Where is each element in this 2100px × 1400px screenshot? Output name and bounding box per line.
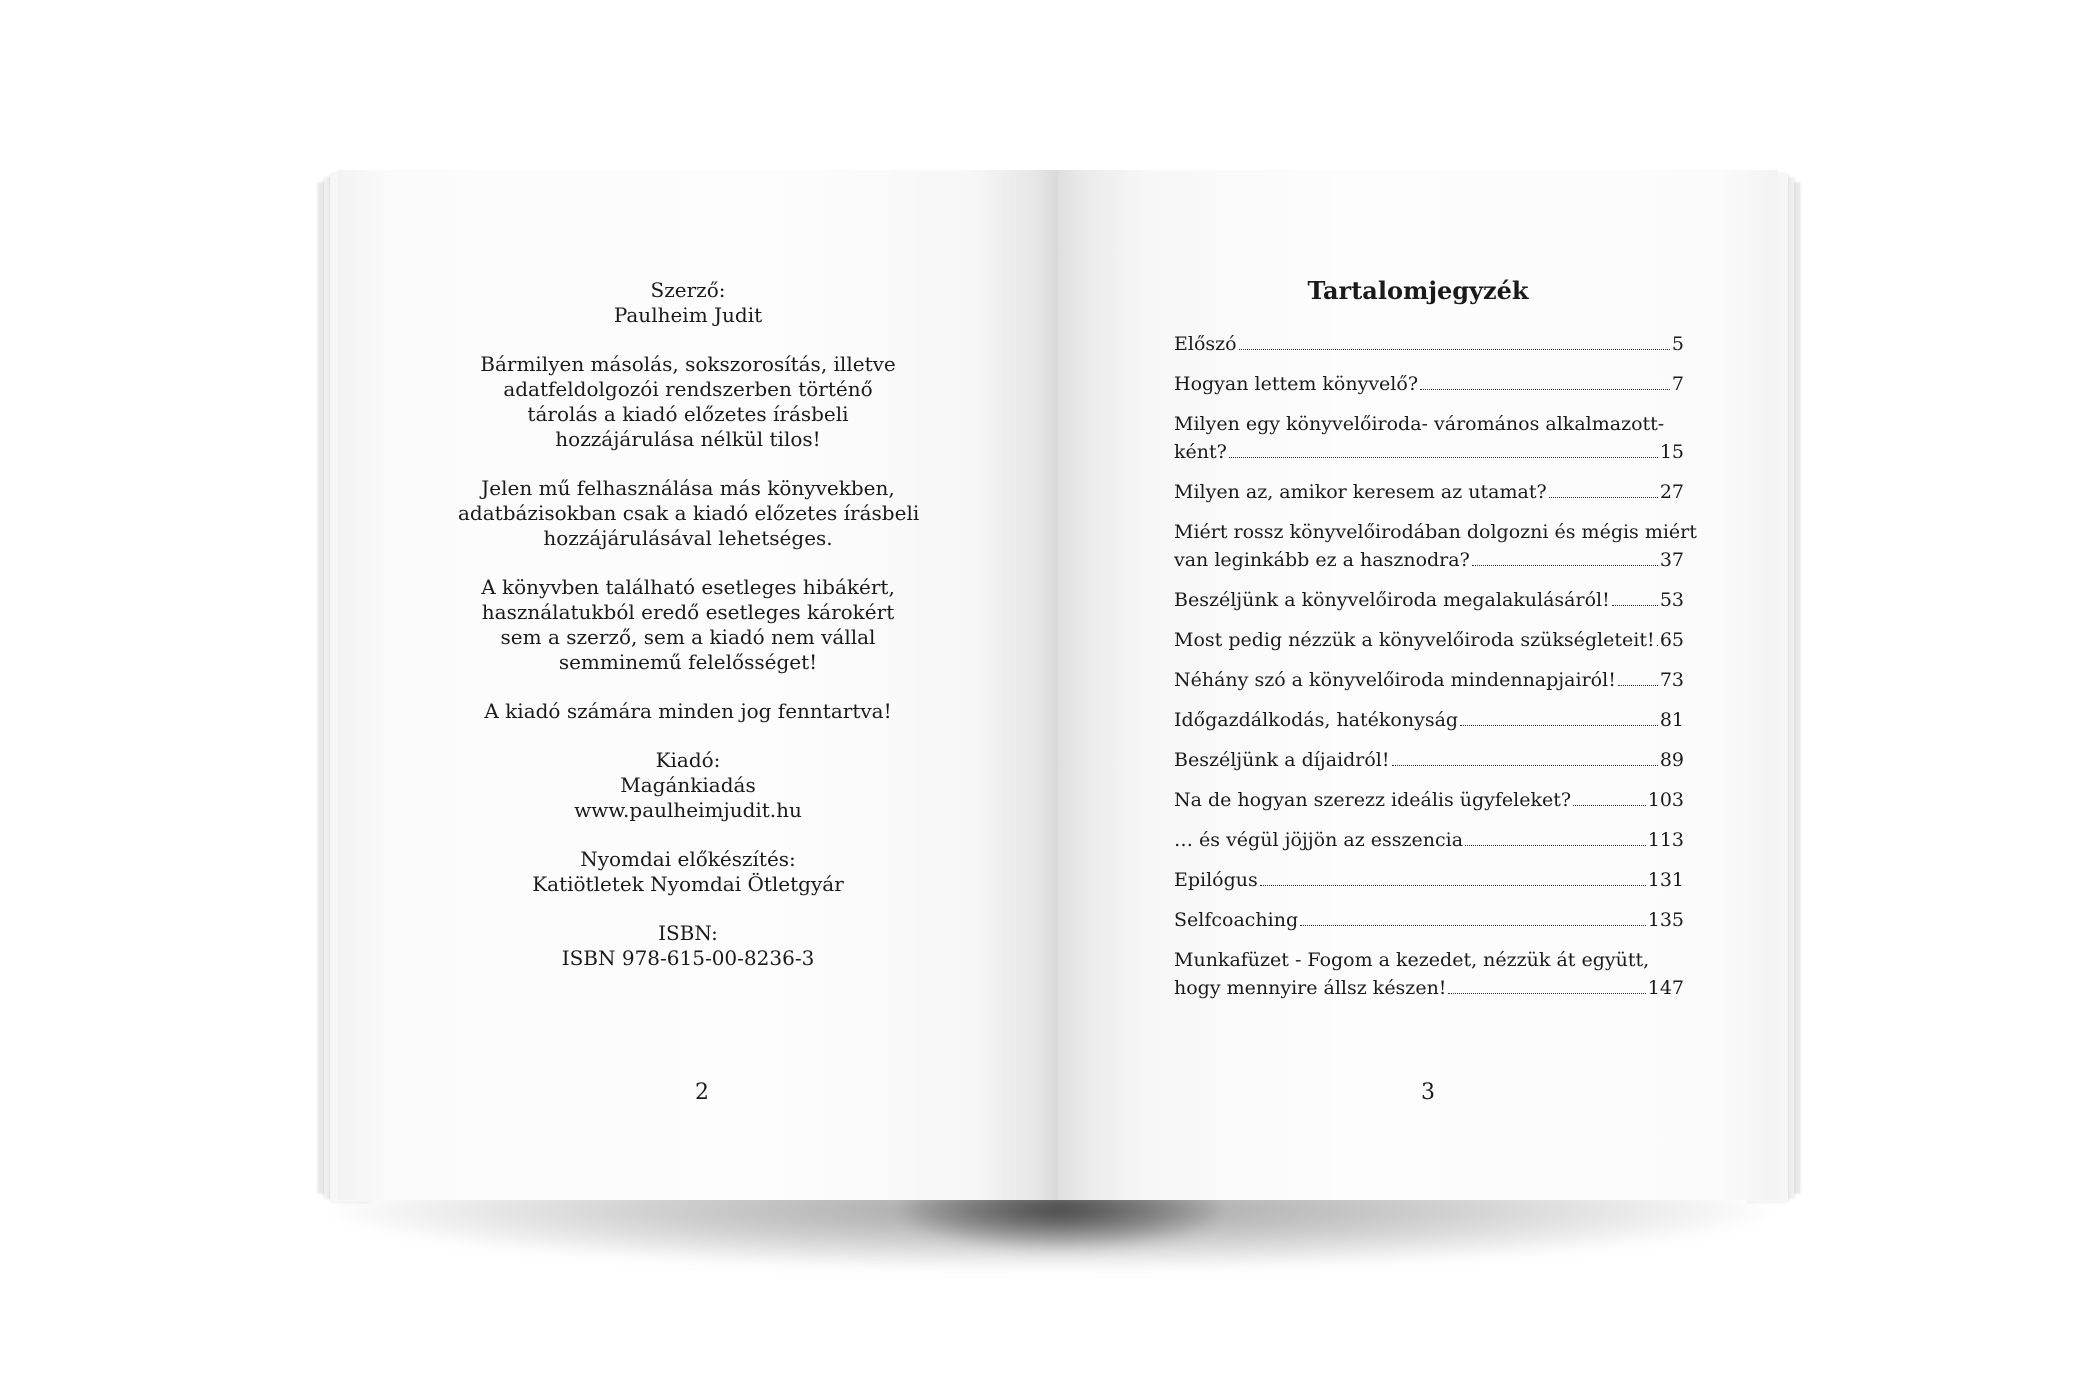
publisher-label: Kiadó: (655, 748, 721, 772)
toc-entry-line (1174, 866, 1684, 894)
toc-entry-line (1174, 586, 1684, 614)
toc-entry-line (1174, 746, 1684, 774)
page-number-left: 2 (695, 1080, 709, 1105)
toc-entry-page-number: 15 (1659, 441, 1684, 463)
isbn-label: ISBN: (658, 921, 718, 945)
copyright-notice-1 (458, 352, 918, 452)
toc-entry-title-line: Milyen egy könyvelőiroda- váromános alkalmazott- (1174, 413, 1665, 435)
prepress-label: Nyomdai előkészítés: (580, 847, 796, 871)
toc-entry-title: ként? (1174, 441, 1227, 463)
toc-leader-dots (1239, 348, 1670, 350)
toc-entry-page-number: 65 (1659, 629, 1684, 651)
toc-entry (1174, 666, 1684, 694)
toc-leader-dots (1549, 496, 1658, 498)
disclaimer-line: A könyvben található esetleges hibákért, (481, 575, 895, 599)
copyright-line: tárolás a kiadó előzetes írásbeli (527, 402, 849, 426)
author-label: Szerző: (650, 278, 726, 302)
toc-entry-title: Epilógus (1174, 869, 1258, 891)
toc-title: Tartalomjegyzék (1307, 276, 1529, 305)
toc-entry-line (1174, 330, 1684, 358)
toc-entry-page-number: 5 (1671, 333, 1684, 355)
toc-entry-title: Selfcoaching (1174, 909, 1299, 931)
toc-leader-dots (1612, 604, 1658, 606)
toc-entry (1174, 786, 1684, 814)
toc-leader-dots (1618, 684, 1658, 686)
prepress-name: Katiötletek Nyomdai Ötletgyár (532, 872, 844, 896)
colophon (458, 278, 918, 971)
toc-entry-page-number: 27 (1659, 481, 1684, 503)
author-name: Paulheim Judit (613, 303, 763, 327)
toc-entry-line (1174, 826, 1684, 854)
copyright-notice-2 (458, 476, 918, 551)
toc-entry-page-number: 73 (1659, 669, 1684, 691)
disclaimer-line: sem a szerző, sem a kiadó nem vállal (500, 625, 876, 649)
toc-entry-title: hogy mennyire állsz készen! (1174, 977, 1447, 999)
toc-entry-page-number: 113 (1647, 829, 1684, 851)
disclaimer-block (458, 575, 918, 675)
toc-entry (1174, 946, 1684, 1002)
toc-entry-title: Most pedig nézzük a könyvelőiroda szükségleteit! (1174, 629, 1655, 651)
toc-entry-line (1174, 626, 1684, 654)
copyright-line: Jelen mű felhasználása más könyvekben, (481, 476, 895, 500)
toc-entry-line (1174, 706, 1684, 734)
toc-entry-page-number: 89 (1659, 749, 1684, 771)
toc-entry (1174, 706, 1684, 734)
toc-entry-line (1174, 546, 1684, 574)
toc-entry-line (1174, 478, 1684, 506)
toc-leader-dots (1460, 724, 1658, 726)
toc-entry-page-number: 103 (1647, 789, 1684, 811)
toc-leader-dots (1260, 884, 1646, 886)
toc-entry-title: Beszéljünk a könyvelőiroda megalakulásáról! (1174, 589, 1610, 611)
toc-leader-dots (1448, 992, 1645, 994)
toc-entry (1174, 410, 1684, 466)
prepress-block (458, 847, 918, 897)
publisher-website: www.paulheimjudit.hu (574, 798, 802, 822)
toc-entry-title: Milyen az, amikor keresem az utamat? (1174, 481, 1547, 503)
rights-block (458, 699, 918, 724)
toc-entry-title: Néhány szó a könyvelőiroda mindennapjairól! (1174, 669, 1616, 691)
toc-entry-page-number: 7 (1671, 373, 1684, 395)
left-page (338, 170, 1058, 1200)
toc-entry-title: Időgazdálkodás, hatékonyság (1174, 709, 1459, 731)
disclaimer-line: használatukból eredő esetleges károkért (481, 600, 895, 624)
toc-entry-title: van leginkább ez a hasznodra? (1174, 549, 1470, 571)
toc-entry-line (1174, 666, 1684, 694)
isbn-block (458, 921, 918, 971)
toc-entry-title-line: Miért rossz könyvelőirodában dolgozni és mégis miért (1174, 521, 1697, 543)
toc-entry (1174, 746, 1684, 774)
toc-entry-page-number: 37 (1659, 549, 1684, 571)
toc-entry (1174, 370, 1684, 398)
toc-entry-page-number: 53 (1659, 589, 1684, 611)
copyright-line: hozzájárulásával lehetséges. (543, 526, 833, 550)
toc-entry-page-number: 147 (1647, 977, 1684, 999)
copyright-line: adatfeldolgozói rendszerben történő (503, 377, 873, 401)
toc-entry-line (1174, 786, 1684, 814)
toc-entry-line (1174, 974, 1684, 1002)
right-page (1058, 170, 1778, 1200)
copyright-line: adatbázisokban csak a kiadó előzetes írásbeli (458, 501, 920, 525)
toc-entry-page-number: 135 (1647, 909, 1684, 931)
toc-entry (1174, 906, 1684, 934)
toc-entry (1174, 478, 1684, 506)
toc-entry-title: Beszéljünk a díjaidról! (1174, 749, 1390, 771)
toc-leader-dots (1420, 388, 1670, 390)
toc-entry (1174, 586, 1684, 614)
toc-entry (1174, 866, 1684, 894)
toc-leader-dots (1300, 924, 1646, 926)
toc-entry-page-number: 81 (1659, 709, 1684, 731)
author-block (458, 278, 918, 328)
toc-entry (1174, 330, 1684, 358)
toc-entry-line (1174, 438, 1684, 466)
toc-leader-dots (1392, 764, 1658, 766)
table-of-contents (1174, 330, 1697, 1014)
toc-leader-dots (1465, 844, 1646, 846)
toc-leader-dots (1573, 804, 1646, 806)
copyright-line: hozzájárulása nélkül tilos! (555, 427, 821, 451)
toc-entry-line (1174, 370, 1684, 398)
isbn-value: ISBN 978-615-00-8236-3 (561, 946, 815, 970)
publisher-block (458, 748, 918, 823)
publisher-name: Magánkiadás (620, 773, 756, 797)
toc-entry-page-number: 131 (1647, 869, 1684, 891)
toc-entry-title-line: Munkafüzet - Fogom a kezedet, nézzük át együtt, (1174, 949, 1650, 971)
page-number-right: 3 (1421, 1080, 1435, 1105)
toc-entry-title: … és végül jöjjön az esszencia (1174, 829, 1464, 851)
toc-entry-title: Előszó (1174, 333, 1237, 355)
toc-leader-dots (1657, 644, 1658, 646)
rights-statement: A kiadó számára minden jog fenntartva! (484, 699, 892, 723)
disclaimer-line: semminemű felelősséget! (558, 650, 818, 674)
toc-leader-dots (1472, 564, 1658, 566)
toc-entry (1174, 826, 1684, 854)
copyright-line: Bármilyen másolás, sokszorosítás, illetve (480, 352, 896, 376)
toc-leader-dots (1229, 456, 1658, 458)
toc-entry-title: Hogyan lettem könyvelő? (1174, 373, 1419, 395)
toc-entry-title: Na de hogyan szerezz ideális ügyfeleket? (1174, 789, 1572, 811)
toc-entry-line (1174, 906, 1684, 934)
toc-entry (1174, 626, 1684, 654)
toc-entry (1174, 518, 1697, 574)
